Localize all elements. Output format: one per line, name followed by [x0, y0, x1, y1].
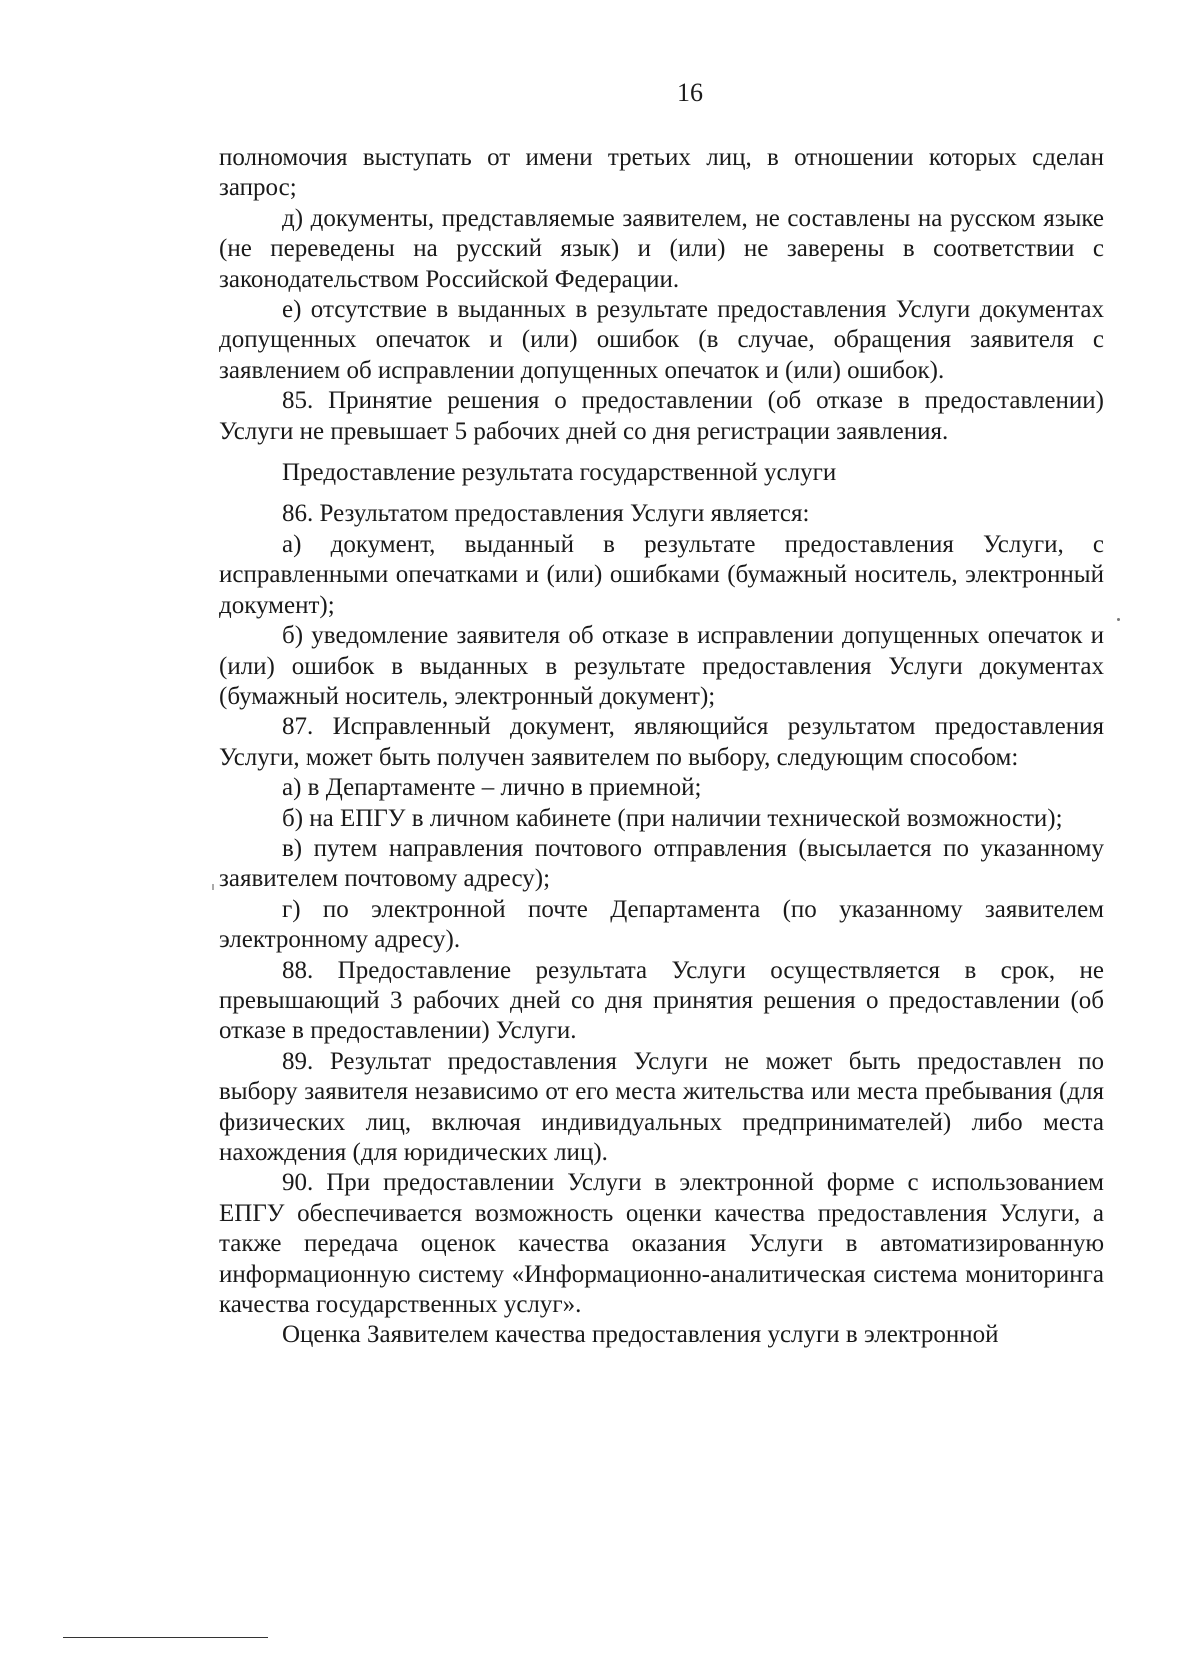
paragraph-88: 88. Предоставление результата Услуги осуществляется в срок, не превышающий 3 рабочих дней со дня принятия решения о предоставлении (об отказе в предоставлении) Услуги. — [219, 956, 1104, 1045]
scan-mark — [212, 884, 214, 890]
paragraph-85: 85. Принятие решения о предоставлении (об отказе в предоставлении) Услуги не превышает 5 рабочих дней со дня регистрации заявления. — [219, 387, 1104, 445]
paragraph-quality-assessment: Оценка Заявителем качества предоставления услуги в электронной — [282, 1321, 999, 1349]
paragraph-90: 90. При предоставлении Услуги в электронной форме с использованием ЕПГУ обеспечивается возможность оценки качества предоставления Услуги, а также передача оценок качества оказания Услуги в автоматизированную информационную систему «Информационно-аналитическая система мониторинга качества государственных услуг». — [219, 1169, 1104, 1319]
paragraph-item-d: д) документы, представляемые заявителем, не составлены на русском языке (не переведены на русский язык) и (или) не заверены в соответствии с законодательством Российской Федерации. — [219, 204, 1104, 293]
section-heading: Предоставление результата государственной услуги — [282, 459, 837, 487]
scan-speck — [1117, 618, 1120, 621]
document-body — [219, 143, 1104, 1351]
paragraph-89: 89. Результат предоставления Услуги не может быть предоставлен по выбору заявителя независимо от его места жительства или места пребывания (для физических лиц, включая индивидуальных предпринимателей) либо места нахождения (для юридических лиц). — [219, 1047, 1104, 1166]
paragraph-87-item-a: а) в Департаменте – лично в приемной; — [282, 774, 702, 802]
paragraph-86-item-a: а) документ, выданный в результате предоставления Услуги, с исправленными опечатками и (или) ошибками (бумажный носитель, электронный документ); — [219, 530, 1104, 619]
page-number: 16 — [677, 78, 703, 107]
paragraph-87: 87. Исправленный документ, являющийся результатом предоставления Услуги, может быть получен заявителем по выбору, следующим способом: — [219, 713, 1104, 771]
paragraph-86-item-b: б) уведомление заявителя об отказе в исправлении допущенных опечаток и (или) ошибок в выданных в результате предоставления Услуги документах (бумажный носитель, электронный документ); — [219, 622, 1104, 710]
footnote-separator — [63, 1637, 268, 1638]
paragraph-87-item-g: г) по электронной почте Департамента (по указанному заявителем электронному адресу). — [219, 895, 1104, 954]
paragraph-87-item-v: в) путем направления почтового отправления (высылается по указанному заявителем почтовому адресу); — [219, 834, 1104, 893]
paragraph-item-e: е) отсутствие в выданных в результате предоставления Услуги документах допущенных опечаток и (или) ошибок (в случае, обращения заявителя с заявлением об исправлении допущенных опечаток и (или) ошибок). — [219, 296, 1104, 384]
paragraph-87-item-b: б) на ЕПГУ в личном кабинете (при наличии технической возможности); — [282, 804, 1063, 832]
paragraph-86: 86. Результатом предоставления Услуги является: — [282, 500, 810, 528]
paragraph-authority-continuation: полномочия выступать от имени третьих лиц, в отношении которых сделан запрос; — [219, 144, 1104, 202]
